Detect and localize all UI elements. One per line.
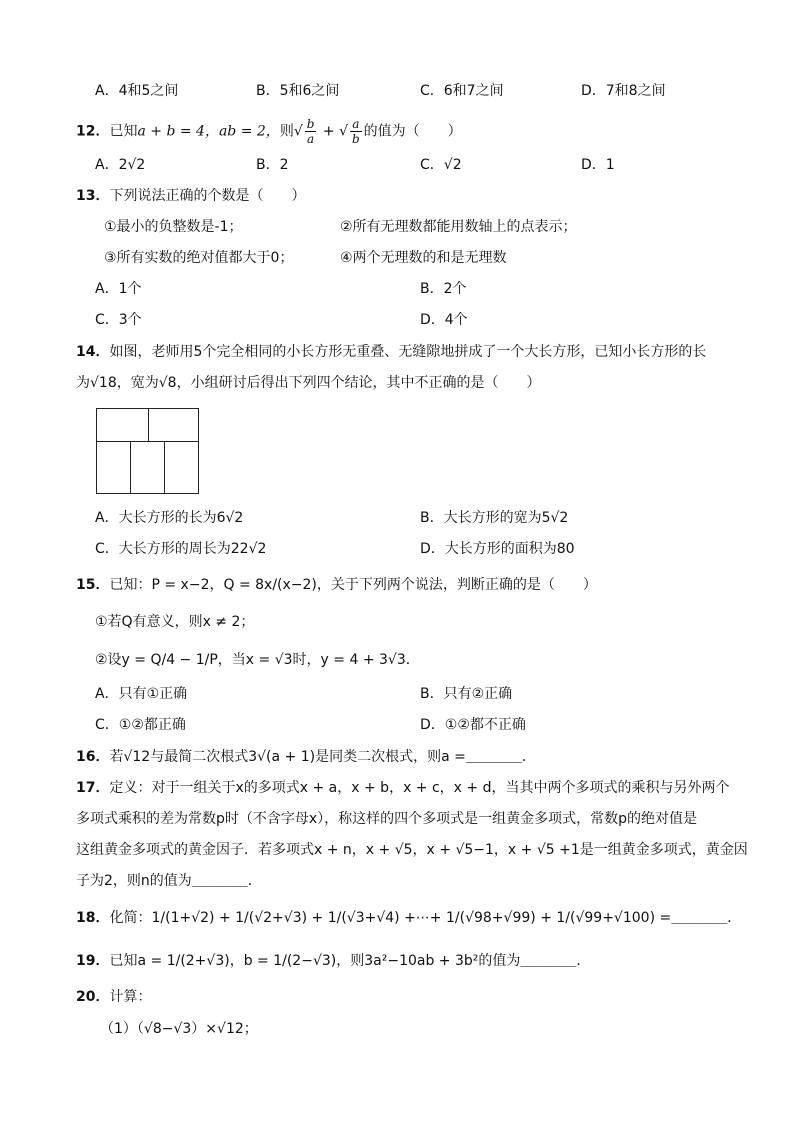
q15-stem [76,575,597,595]
q13-statement-3: ③所有实数的绝对值都大于0； [104,250,294,266]
q12-option-d: D．1 [581,157,615,173]
q16-text: 若√12与最简二次根式3√(a + 1)是同类二次根式，则a =＿＿＿＿． [109,749,536,765]
q13-option-a: A．1个 [95,281,142,297]
q12-option-c: C．√2 [420,157,462,173]
q17-text-1: 定义：对于一组关于x的多项式x + a，x + b，x + c，x + d，当其中两个多项式的乘积与另外两个 [109,780,730,796]
q13-option-d: D．4个 [420,312,468,328]
q17-line-3: 这组黄金多项式的黄金因子．若多项式x + n，x + √5，x + √5−1，x + √5 +1是一组黄金多项式，黄金因 [76,842,748,858]
q13-option-c: C．3个 [95,312,142,328]
q14-option-b: B．大长方形的宽为5√2 [420,510,569,526]
q17-line-1 [76,778,729,798]
q12-radical-expression: √ $\frac{b}{a}$ [293,117,315,146]
q20-stem [76,987,151,1007]
q11-option-a: A．4和5之间 [95,83,179,99]
figure-divider-bottom-1 [130,441,131,493]
q13-option-b: B．2个 [420,281,467,297]
figure-divider-top [148,409,149,441]
q15-option-d: D．①②都不正确 [420,717,526,733]
q15-statement-1: ①若Q有意义，则x ≠ 2； [95,614,255,630]
q19-text: 已知a = 1/(2+√3)，b = 1/(2−√3)，则3a²−10ab + 3b²的值为＿＿＿＿． [109,953,591,969]
q11-option-c: C．6和7之间 [420,83,504,99]
question-number: 20． [76,989,110,1005]
q14-text-1: 如图，老师用5个完全相同的小长方形无重叠、无缝隙地拼成了一个大长方形，已知小长方形的长 [109,344,707,360]
q12-option-a: A．2√2 [95,157,146,173]
q15-option-b: B．只有②正确 [420,686,513,702]
question-number: 17． [76,780,110,796]
q14-option-d: D．大长方形的面积为80 [420,541,575,557]
q16-stem [76,747,536,767]
figure-divider-bottom-2 [164,441,165,493]
q17-line-4: 子为2，则n的值为＿＿＿＿． [76,873,262,889]
q15-text: 已知：P = x−2，Q = 8x/(x−2)，关于下列两个说法，判断正确的是（ ） [109,577,597,593]
q19-stem [76,951,590,971]
q17-line-2: 多项式乘积的差为常数p时（不含字母x），称这样的四个多项式是一组黄金多项式，常数p的绝对值是 [76,811,698,827]
q14-stem-line-2: 为√18，宽为√8，小组研讨后得出下列四个结论，其中不正确的是（ ） [76,375,541,391]
figure-divider-horizontal [97,441,198,442]
question-number: 13． [76,188,110,204]
q14-stem-line-1 [76,342,706,362]
q12-pre: 已知 [109,123,138,140]
q15-option-a: A．只有①正确 [95,686,188,702]
q14-option-c: C．大长方形的周长为22√2 [95,541,267,557]
q11-option-b: B．5和6之间 [256,83,340,99]
q15-statement-2: ②设y = Q/4 − 1/P，当x = √3时，y = 4 + 3√3． [95,652,420,668]
q12-stem: 12．已知a + b = 4，ab = 2，则√ $\frac{b}{a}$ + √ $\frac{a}{b}$ 的值为（ ） [76,117,462,146]
question-number: 12． [76,123,110,140]
q18-text: 化简：1/(1+√2) + 1/(√2+√3) + 1/(√3+√4) +⋯+ 1/(√98+√99) + 1/(√99+√100) =＿＿＿＿． [109,910,742,926]
question-number: 16． [76,749,110,765]
q13-statement-1: ①最小的负整数是-1； [104,219,243,235]
q12-radical-expression-2: √ $\frac{a}{b}$ [339,117,360,146]
q13-stem [76,186,305,206]
q13-text: 下列说法正确的个数是（ ） [109,188,306,204]
q18-stem [76,908,741,928]
q14-option-a: A．大长方形的长为6√2 [95,510,244,526]
q12-post: 的值为（ ） [363,123,462,140]
question-number: 14． [76,344,110,360]
q20-part-1: （1）（√8−√3）×√12； [100,1021,258,1037]
q13-statement-2: ②所有无理数都能用数轴上的点表示； [340,219,577,235]
q12-option-b: B．2 [256,157,289,173]
q12-condition: a + b = 4，ab = 2， [137,123,280,140]
q12-mid: 则 [279,123,294,140]
q11-option-d: D．7和8之间 [581,83,666,99]
question-number: 15． [76,577,110,593]
question-number: 19． [76,953,110,969]
question-number: 18． [76,910,110,926]
q13-statement-4: ④两个无理数的和是无理数 [340,250,507,266]
q15-option-c: C．①②都正确 [95,717,186,733]
q20-text: 计算： [109,989,152,1005]
rectangle-figure [96,408,199,494]
